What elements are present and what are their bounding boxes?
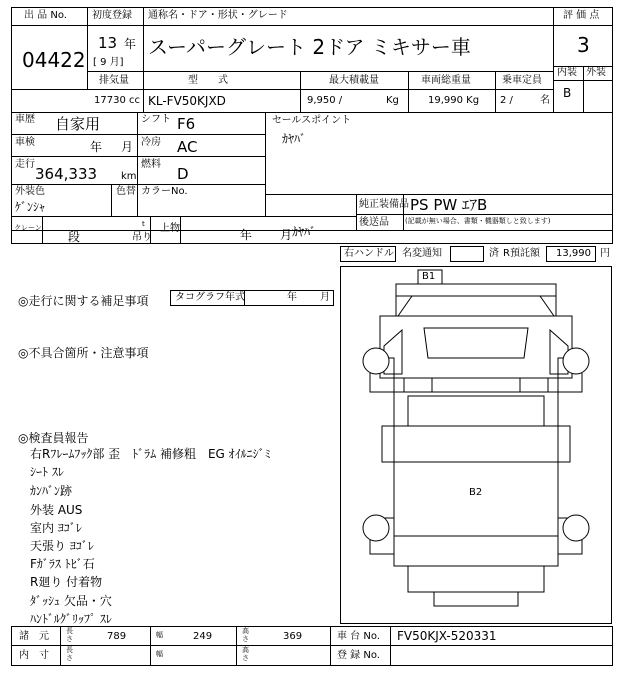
length-label-2: さ (66, 654, 73, 662)
body-label: 上物 (160, 223, 180, 234)
body-month: 月 (280, 228, 293, 242)
tachograph-label: タコグラフ年式 (175, 292, 245, 303)
capacity-label: 乗車定員 (502, 75, 542, 86)
report-line: 外装 AUS (30, 503, 83, 517)
history-label: 車歴 (15, 114, 35, 125)
tacho-month: 月 (320, 292, 330, 303)
color-no-label: カラーNo. (141, 186, 188, 197)
body-maker: ｶﾔﾊﾞ (292, 225, 317, 239)
first-reg-label: 初度登録 (92, 10, 132, 21)
report-line: 右Rﾌﾚｰﾑﾌｯｸ部 歪 ﾄﾞﾗﾑ 補修粗 EG ｵｲﾙﾆｼﾞﾐ (30, 447, 271, 461)
length-label-1: 長 (66, 627, 73, 635)
report-line: ﾊﾝﾄﾞﾙｸﾞﾘｯﾌﾟ ｽﾚ (30, 612, 112, 626)
color-swatch-label: 色替 (116, 186, 136, 197)
recycle-prefix: 済 (489, 248, 499, 259)
report-line: ﾀﾞｯｼｭ 欠品・穴 (30, 594, 112, 608)
crane-ton-top: t (142, 220, 145, 228)
interior-label: 内装 (557, 67, 577, 78)
inspection-month: 月 (121, 140, 134, 154)
footer-frame (11, 626, 613, 666)
inspection-year: 年 (90, 140, 103, 154)
width-label: 幅 (156, 650, 163, 658)
odo-change-box (450, 246, 484, 262)
chassis-label: 車 台 No. (337, 631, 380, 642)
mileage-label: 走行 (15, 159, 35, 170)
height-label-2: さ (242, 654, 249, 662)
max-load-unit: Kg (386, 95, 399, 106)
crane-ton: 吊り (132, 232, 152, 243)
capacity-value: 2 / (500, 95, 513, 106)
color-label: 外装色 (15, 186, 45, 197)
report-line: 室内 ﾖｺﾞﾚ (30, 521, 82, 535)
report-line: ｶﾝﾊﾞﾝ跡 (30, 484, 73, 498)
reg-label: 登 録 No. (337, 650, 380, 661)
history-value: 自家用 (55, 115, 101, 133)
report-line: R廻り 付着物 (30, 575, 103, 589)
truck-diagram (340, 266, 612, 624)
reg-year-unit: 年 (124, 37, 137, 51)
lot-number: 04422 (22, 48, 86, 72)
exterior-label: 外装 (586, 67, 606, 78)
height-value: 369 (283, 631, 303, 642)
marker-b2: B2 (469, 487, 483, 498)
equipment-value: PS PW ｴｱB (410, 196, 488, 214)
capacity-unit: 名 (540, 95, 550, 106)
gross-weight-label: 車両総重量 (421, 75, 471, 86)
body-year: 年 (240, 228, 253, 242)
chassis-value: FV50KJX-520331 (397, 629, 497, 643)
mileage-value: 364,333 (35, 165, 98, 183)
report-line: Fｶﾞﾗｽ ﾄﾋﾞ石 (30, 557, 95, 571)
ac-label: 冷房 (141, 137, 161, 148)
crane-label: クレーン (14, 224, 42, 232)
shift-value: F6 (177, 115, 196, 133)
defects-label: ◎不具合箇所・注意事項 (18, 346, 149, 360)
height-label-1: 高 (242, 646, 249, 654)
displacement-value: 17730 cc (94, 95, 140, 106)
gross-weight-value: 19,990 Kg (428, 95, 480, 106)
model-desc-label: 通称名・ドア・形状・グレード (148, 10, 288, 21)
height-label-1: 高 (242, 627, 249, 635)
length-label-2: さ (66, 635, 73, 643)
fuel-value: D (177, 165, 189, 183)
driving-remarks-label: ◎走行に関する補足事項 (18, 294, 149, 308)
dims-label: 諸 元 (19, 631, 49, 642)
vehicle-name: スーパーグレート 2ドア ミキサー車 (148, 35, 471, 59)
report-line: 天張り ﾖｺﾞﾚ (30, 539, 94, 553)
ac-value: AC (177, 138, 198, 156)
model-label: 型 式 (188, 75, 228, 86)
model-code: KL-FV50KJXD (148, 94, 226, 108)
color-value: ｹﾞﾝｼｬ (15, 200, 46, 214)
crane-stage: 段 (68, 230, 81, 244)
interior-grade: B (563, 86, 572, 100)
height-label-2: さ (242, 635, 249, 643)
inspector-label: ◎検査員報告 (18, 431, 89, 445)
score-label: 評 価 点 (563, 10, 600, 21)
displacement-label: 排気量 (99, 75, 129, 86)
reg-year: 13 (98, 34, 118, 52)
recycle-label: R預託額 (503, 248, 540, 259)
max-load-value: 9,950 / (307, 95, 343, 106)
mileage-unit: km (121, 171, 137, 182)
interior-dims-label: 内 寸 (19, 650, 49, 661)
handle-value: 右ハンドル (344, 248, 394, 259)
width-value: 249 (193, 631, 213, 642)
sales-point-label: セールスポイント (272, 115, 352, 126)
aftermarket-note: (記載が無い場合、書類・機器類しと致します) (405, 217, 551, 225)
shift-label: シフト (141, 114, 171, 125)
length-value: 789 (107, 631, 127, 642)
sales-point-value: ｶﾔﾊﾞ (282, 132, 307, 146)
odo-change-label: 名変通知 (402, 248, 442, 259)
width-label: 幅 (156, 631, 163, 639)
aftermarket-label: 後送品 (359, 217, 389, 228)
recycle-value: 13,990 (556, 248, 591, 259)
max-load-label: 最大積載量 (329, 75, 379, 86)
tacho-year: 年 (287, 292, 297, 303)
fuel-label: 燃料 (141, 159, 161, 170)
equipment-label: 純正装備品 (359, 199, 409, 210)
report-line: ｼｰﾄ ｽﾚ (30, 465, 64, 479)
lot-label: 出 品 No. (24, 10, 67, 21)
inspection-label: 車検 (15, 137, 35, 148)
marker-b1: B1 (422, 271, 436, 282)
score-value: 3 (577, 33, 590, 57)
length-label-1: 長 (66, 646, 73, 654)
reg-month: [ 9 月] (93, 57, 124, 68)
recycle-unit: 円 (600, 248, 610, 259)
